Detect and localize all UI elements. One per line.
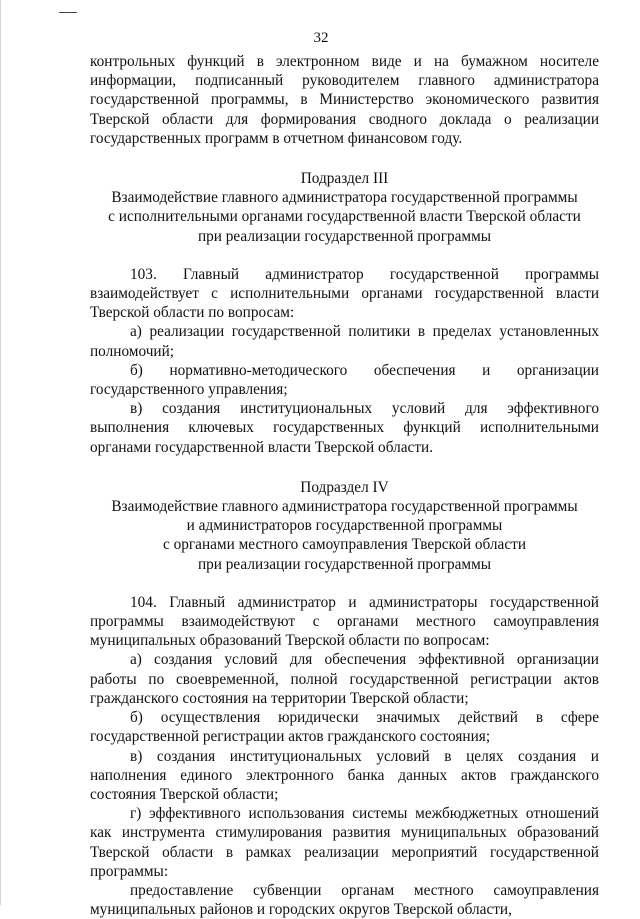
subsection-4-heading: Подраздел IV — [300, 478, 389, 496]
paragraph-103-item-a: а) реализации государственной политики в пределах установленных полномочий; — [90, 323, 599, 360]
subsection-4-title-line: и администраторов государственной программы — [186, 517, 503, 535]
subsection-3-title-line: с исполнительными органами государственной власти Тверской области — [108, 208, 581, 226]
subsection-3-header — [90, 169, 599, 246]
paragraph-103-lead: 103. Главный администратор государственной программы взаимодействует с исполнительными органами государственной власти Тверской области по вопросам: — [90, 265, 599, 322]
scan-mark — [59, 12, 77, 13]
paragraph-104-item-b: б) осуществления юридически значимых действий в сфере государственной регистрации актов гражданского состояния; — [90, 709, 599, 746]
subsection-3-heading: Подраздел III — [300, 170, 389, 188]
subsection-3-title-line: Взаимодействие главного администратора государственной программы — [111, 189, 578, 207]
subsection-4-title-line: с органами местного самоуправления Тверской области — [162, 536, 527, 554]
subsection-4-title-line: Взаимодействие главного администратора государственной программы — [111, 498, 578, 516]
paragraph-104-lead: 104. Главный администратор и администраторы государственной программы взаимодействуют с органами местного самоуправления муниципальных образований Тверской области по вопросам: — [90, 593, 599, 650]
paragraph-103-item-c: в) создания институциональных условий для эффективного выполнения ключевых государственных функций исполнительными органами государственной власти Тверской области. — [90, 400, 599, 456]
paragraph-104-item-d: г) эффективного использования системы межбюджетных отношений как инструмента стимулирования развития муниципальных образований Тверской области в рамках реализации мероприятий государственной программы: — [90, 805, 599, 880]
subsection-3-title-line: при реализации государственной программы — [197, 227, 492, 245]
paragraph-103-item-b: б) нормативно-методического обеспечения и организации государственного управления; — [90, 361, 599, 399]
paragraph-104-item-c: в) создания институциональных условий в целях создания и наполнения единого электронного банка данных актов гражданского состояния Тверской области; — [90, 747, 599, 803]
subsection-4-header — [90, 478, 599, 574]
subsection-4-title-line: при реализации государственной программы — [197, 555, 492, 573]
paragraph-104-item-a: а) создания условий для обеспечения эффективной организации работы по своевременной, полной государственной регистрации актов гражданского состояния на территории Тверской области; — [90, 651, 599, 707]
intro-paragraph: контрольных функций в электронном виде и на бумажном носителе информации, подписанный руководителем главного администратора государственной программы, в Министерство экономического развития Тверской области для формирования сводного доклада о реализации государственных программ в отчетном финансовом году. — [90, 53, 599, 147]
paragraph-104-item-d-subsidy: предоставление субвенции органам местного самоуправления муниципальных районов и городских округов Тверской области, — [90, 881, 599, 919]
page-number: 32 — [313, 30, 329, 46]
document-body — [90, 52, 599, 919]
